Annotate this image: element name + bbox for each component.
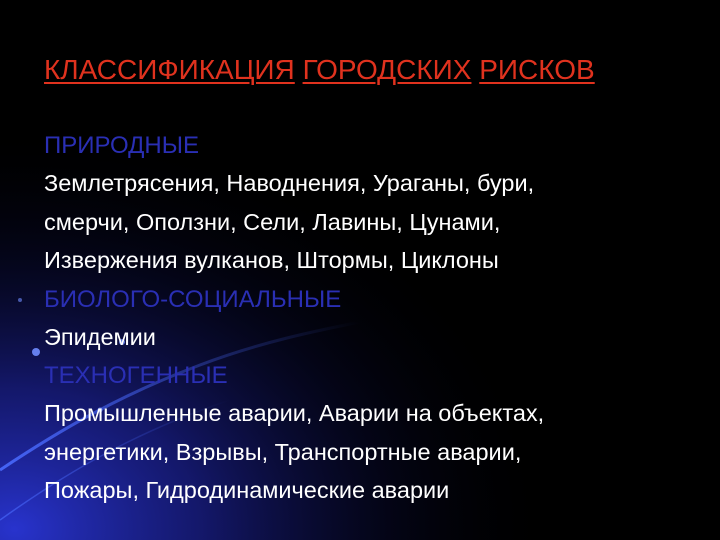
sparkle-dot (32, 348, 40, 356)
title-word: ГОРОДСКИХ (302, 54, 472, 85)
sparkle-dot (18, 298, 22, 302)
category-heading-natural: ПРИРОДНЫЕ (44, 132, 199, 159)
category-heading-technogenic: ТЕХНОГЕННЫЕ (44, 362, 228, 389)
title-word: КЛАССИФИКАЦИЯ (44, 54, 295, 85)
category-text-technogenic: Промышленные аварии, Аварии на объектах, энергетики, Взрывы, Транспортные аварии, Пожары, Гидродинамические аварии (44, 400, 545, 503)
title-word: РИСКОВ (479, 54, 595, 85)
category-text-natural: Землетрясения, Наводнения, Ураганы, бури, смерчи, Оползни, Сели, Лавины, Цунами, Извержения вулканов, Штормы, Циклоны (44, 170, 535, 273)
risk-list (44, 128, 704, 510)
slide-title (44, 50, 595, 90)
category-heading-bio-social: БИОЛОГО-СОЦИАЛЬНЫЕ (44, 285, 342, 313)
category-text-bio-social: Эпидемии (44, 323, 156, 350)
